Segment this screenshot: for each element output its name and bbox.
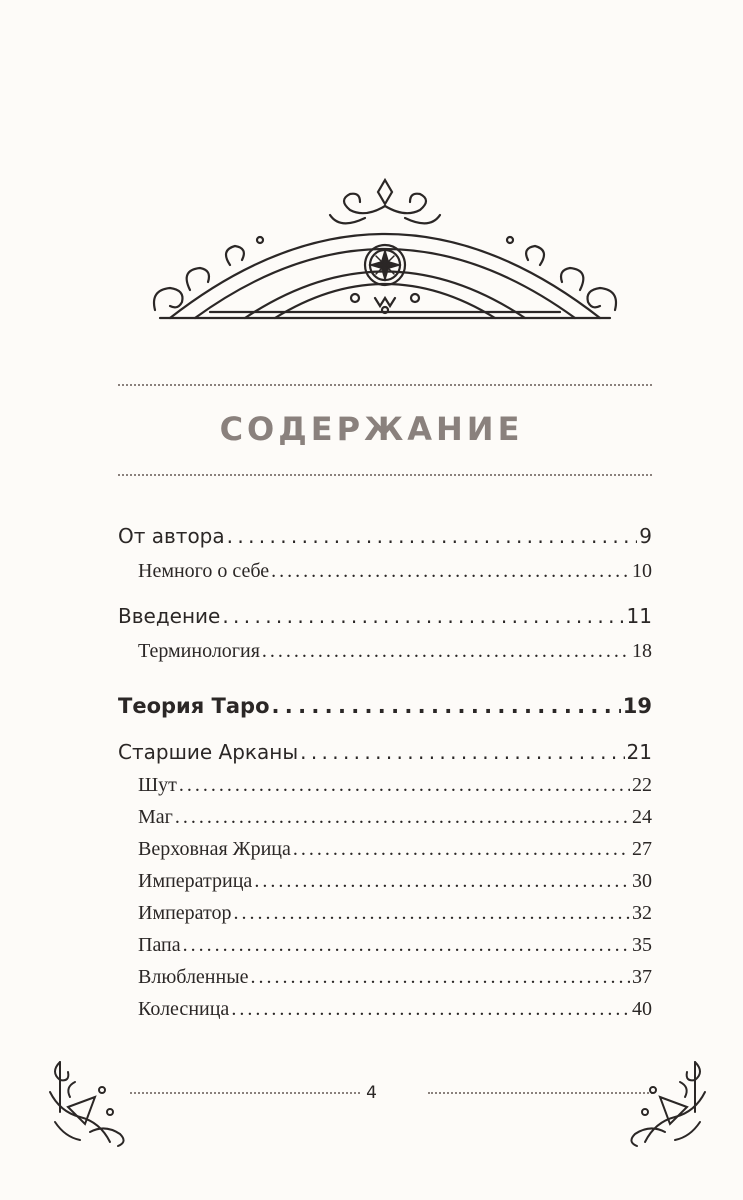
toc-entry[interactable]	[118, 740, 652, 764]
divider-bottom	[118, 474, 652, 476]
page-number: 4	[366, 1083, 377, 1103]
toc-entry[interactable]	[138, 870, 652, 893]
toc-entry-label: Влюбленные	[138, 966, 249, 988]
toc-entry-page: 37	[632, 966, 652, 988]
compass-star-icon	[372, 252, 398, 278]
toc-entry-page: 18	[632, 640, 652, 662]
toc-entry[interactable]	[138, 998, 652, 1021]
toc-leader	[300, 740, 624, 764]
arch-ornament	[150, 170, 620, 330]
toc-entry-label: Шут	[138, 774, 177, 796]
toc-entry-page: 11	[626, 604, 652, 628]
toc-entry-label: Колесница	[138, 998, 230, 1020]
toc-entry-label: Папа	[138, 934, 181, 956]
toc-entry-label: Верховная Жрица	[138, 838, 291, 860]
toc-entry[interactable]	[138, 806, 652, 829]
toc-entry[interactable]	[138, 640, 652, 663]
toc-entry[interactable]	[138, 560, 652, 583]
toc-leader	[227, 524, 638, 548]
toc-entry[interactable]	[138, 902, 652, 925]
toc-entry-label: Старшие Арканы	[118, 740, 299, 764]
toc-entry-page: 35	[632, 934, 652, 956]
toc-entry-label: Императрица	[138, 870, 253, 892]
toc-entry-label: Теория Таро	[118, 694, 270, 718]
toc-leader	[293, 838, 630, 861]
toc-entry-page: 21	[626, 740, 652, 764]
toc-entry[interactable]	[138, 966, 652, 989]
toc-leader	[231, 998, 630, 1021]
toc-entry-page: 19	[622, 694, 652, 718]
toc-entry-label: Введение	[118, 604, 221, 628]
toc-leader	[251, 966, 630, 989]
toc-entry-label: Маг	[138, 806, 173, 828]
toc-entry[interactable]	[118, 604, 652, 628]
toc-entry[interactable]	[138, 774, 652, 797]
toc-entry[interactable]	[138, 934, 652, 957]
toc-entry-label: Немного о себе	[138, 560, 270, 582]
toc-entry-page: 10	[632, 560, 652, 582]
toc-entry-page: 32	[632, 902, 652, 924]
toc-leader	[222, 604, 624, 628]
toc-leader	[183, 934, 630, 957]
corner-ornament-right	[620, 1052, 715, 1152]
page-title: СОДЕРЖАНИЕ	[219, 410, 524, 448]
toc-leader	[272, 694, 621, 718]
toc-entry-page: 40	[632, 998, 652, 1020]
toc-leader	[254, 870, 630, 893]
toc-entry[interactable]	[118, 694, 652, 718]
toc-entry[interactable]	[118, 524, 652, 548]
toc-entry[interactable]	[138, 838, 652, 861]
toc-leader	[175, 806, 630, 829]
toc-entry-page: 27	[632, 838, 652, 860]
toc-leader	[271, 560, 630, 583]
toc-entry-label: Император	[138, 902, 232, 924]
toc-leader	[262, 640, 630, 663]
toc-entry-label: От автора	[118, 524, 225, 548]
divider-top	[118, 384, 652, 386]
toc-entry-page: 24	[632, 806, 652, 828]
toc-entry-page: 9	[639, 524, 652, 548]
toc-entry-page: 22	[632, 774, 652, 796]
toc-leader	[234, 902, 630, 925]
toc-leader	[179, 774, 630, 797]
toc-entry-page: 30	[632, 870, 652, 892]
toc-entry-label: Терминология	[138, 640, 260, 662]
